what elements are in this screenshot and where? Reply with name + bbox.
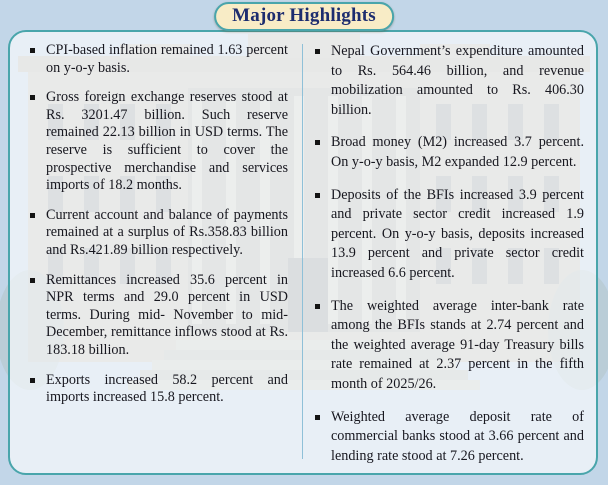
highlight-item (315, 297, 584, 395)
square-bullet-icon (315, 49, 320, 54)
highlight-item (315, 186, 584, 284)
square-bullet-icon (315, 304, 320, 309)
highlights-column-left (30, 42, 288, 465)
square-bullet-icon (315, 193, 320, 198)
highlight-item (315, 42, 584, 120)
highlight-text: The weighted average inter-bank rate among the BFIs stands at 2.74 percent and the weighted average 91-day Treasury bills rate remained at 2.37 percent in the fifth month of 2025/26. (331, 297, 584, 392)
highlight-text: Current account and balance of payments remained at a surplus of Rs.358.83 billion and Rs.421.89 billion respectively. (46, 206, 288, 258)
page-title (214, 2, 394, 31)
highlight-text: Gross foreign exchange reserves stood at Rs. 3201.47 billion. Such reserve remained 22.13 billion in USD terms. The reserve is sufficient to cover the prospective merchandise and services imports of 18.2 months. (46, 89, 288, 194)
square-bullet-icon (30, 278, 35, 283)
square-bullet-icon (30, 95, 35, 100)
highlights-panel (8, 30, 598, 475)
column-divider (302, 44, 303, 459)
highlight-item (30, 372, 288, 407)
highlights-column-right (315, 42, 590, 465)
highlight-item (315, 408, 584, 467)
square-bullet-icon (30, 48, 35, 53)
highlight-item (30, 207, 288, 260)
square-bullet-icon (315, 415, 320, 420)
highlight-text: CPI-based inflation remained 1.63 percent on y-o-y basis. (46, 42, 288, 76)
square-bullet-icon (315, 140, 320, 145)
page-title-text: Major Highlights (232, 5, 376, 26)
highlight-text: Remittances increased 35.6 percent in NPR terms and 29.0 percent in USD terms. During mid- November to mid-December, remittance inflows stood at Rs. 183.18 billion. (46, 271, 288, 358)
highlight-text: Weighted average deposit rate of commercial banks stood at 3.66 percent and lending rate stood at 7.26 percent. (331, 408, 584, 464)
highlight-text: Exports increased 58.2 percent and imports increased 15.8 percent. (46, 371, 288, 406)
highlight-text: Broad money (M2) increased 3.7 percent. On y-o-y basis, M2 expanded 12.9 percent. (331, 134, 584, 170)
highlight-item (30, 42, 288, 77)
highlight-item (30, 89, 288, 195)
square-bullet-icon (30, 213, 35, 218)
highlights-columns (10, 32, 596, 473)
highlight-item (30, 272, 288, 360)
square-bullet-icon (30, 378, 35, 383)
highlight-item (315, 133, 584, 172)
highlight-text: Deposits of the BFIs increased 3.9 percent and private sector credit increased 1.9 percent. On y-o-y basis, deposits increased 13.9 percent and private sector credit increased 6.6 percent. (331, 186, 584, 281)
highlight-text: Nepal Government’s expenditure amounted to Rs. 564.46 billion, and revenue mobilization amounted to Rs. 406.30 billion. (331, 43, 584, 118)
